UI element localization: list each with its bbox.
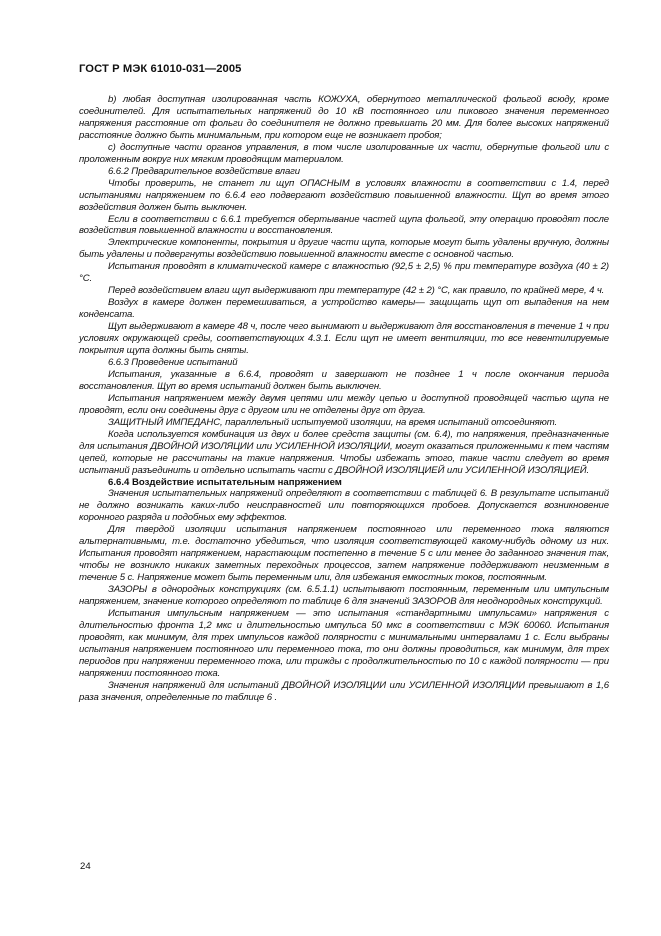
paragraph: Испытания, указанные в 6.6.4, проводят и завершают не позднее 1 ч после окончания периода восстановления. Щуп во время испытаний должен быть выключен. — [79, 368, 609, 392]
section-heading: 6.6.3 Проведение испытаний — [108, 356, 238, 368]
page-number: 24 — [80, 861, 91, 872]
paragraph: Электрические компоненты, покрытия и другие части щупа, которые могут быть удалены вручную, должны быть удалены и подвергнуты воздействию повышенной влажности вместе с основной частью. — [79, 237, 609, 261]
paragraph: Значения напряжений для испытаний ДВОЙНОЙ ИЗОЛЯЦИИ или УСИЛЕННОЙ ИЗОЛЯЦИИ превышают в 1,6 раза значения, определенные по таблице 6 . — [79, 679, 609, 703]
paragraph: Для твердой изоляции испытания напряжением постоянного или переменного тока являются альтернативными, т.е. достаточно убедиться, что изоляция соответствующей какому-нибудь одному из них. Испытания проводят напряжением, нарастающим постепенно в течение 5 с или менее до заданного значения так, чтобы не возникло никаких заметных переходных процессов, затем напряжение поддерживают неизменным в течение 5 с. Напряжение может быть переменным или, для избежания емкостных токов, постоянным. — [79, 524, 609, 584]
paragraph: Если в соответствии с 6.6.1 требуется обертывание частей щупа фольгой, эту операцию проводят после воздействия повышенной влажности и восстановления. — [79, 213, 609, 237]
paragraph: Когда используется комбинация из двух и более средств защиты (см. 6.4), то напряжения, предназначенные для испытания ДВОЙНОЙ ИЗОЛЯЦИИ или УСИЛЕННОЙ ИЗОЛЯЦИИ, могут оказаться приложенными к тем частям цепей, которые не рассчитаны на такие напряжения. Чтобы избежать этого, такие части следует во время испытаний разъединить и отдельно испытать части с ДВОЙНОЙ ИЗОЛЯЦИЕЙ или УСИЛЕННОЙ ИЗОЛЯЦИЕЙ. — [79, 428, 609, 476]
paragraph: Значения испытательных напряжений определяют в соответствии с таблицей 6. В результате испытаний не должно возникать каких-либо неисправностей или повторяющихся пробоев. Допускается возникновение коронного разряда и подобных ему эффектов. — [79, 488, 609, 524]
paragraph: с) доступные части органов управления, в том числе изолированные их части, обернутые фольгой или с проложенным вокруг них мягким проводящим материалом. — [79, 141, 609, 165]
paragraph: Испытания импульсным напряжением — это испытания «стандартными импульсами» напряжения с длительностью фронта 1,2 мкс и длительностью импульса 50 мкс в соответствии с МЭК 60060. Испытания проводят, как минимум, для трех импульсов каждой полярности с минимальными интервалами 1 с. Если выбраны испытания напряжением постоянного или переменного тока, то они должны проводиться, как минимум, для трех периодов при напряжении переменного тока, или трижды с продолжительностью по 10 с каждой полярности — при напряжении постоянного тока. — [79, 607, 609, 679]
section-heading: 6.6.2 Предварительное воздействие влаги — [108, 165, 301, 177]
paragraph: ЗАЩИТНЫЙ ИМПЕДАНС, параллельный испытуемой изоляции, на время испытаний отсоединяют. — [108, 416, 558, 428]
paragraph: b) любая доступная изолированная часть КОЖУХА, обернутого металлической фольгой всюду, кроме соединителей. Для испытательных напряжений до 10 кВ постоянного или пикового значения переменного напряжения расстояние от фольги до соединителя не должно превышать 20 мм. Для более высоких напряжений расстояние должно быть минимальным, при котором еще не возникает пробоя; — [79, 94, 609, 141]
paragraph: Чтобы проверить, не станет ли щуп ОПАСНЫМ в условиях влажности в соответствии с 1.4, перед испытаниями напряжением по 6.6.4 его подвергают воздействию повышенной влажности. Щуп во время этого воздействия должен быть выключен. — [79, 177, 609, 213]
page-header: ГОСТ Р МЭК 61010-031—2005 — [79, 63, 242, 75]
paragraph: Испытания напряжением между двумя цепями или между цепью и доступной проводящей частью щупа не проводят, если они соединены друг с другом или не отделены друг от друга. — [79, 392, 609, 416]
section-heading-bold: 6.6.4 Воздействие испытательным напряжением — [108, 476, 342, 488]
paragraph: Воздух в камере должен перемешиваться, а устройство камеры— защищать щуп от выпадения на нем конденсата. — [79, 297, 609, 321]
paragraph: Перед воздействием влаги щуп выдерживают при температуре (42 ± 2) °С, как правило, по крайней мере, 4 ч. — [108, 285, 605, 297]
document-body — [79, 94, 609, 704]
paragraph: ЗАЗОРЫ в однородных конструкциях (см. 6.5.1.1) испытывают постоянным, переменным или импульсным напряжением, значение которого определяют по таблице 6 для значений ЗАЗОРОВ для неоднородных конструкций. — [79, 584, 609, 608]
paragraph: Щуп выдерживают в камере 48 ч, после чего вынимают и выдерживают для восстановления в течение 1 ч при условиях окружающей среды, соответствующих 4.3.1. Если щуп не имеет вентиляции, то все невентилируемые покрытия щупа должны быть сняты. — [79, 321, 609, 357]
paragraph: Испытания проводят в климатической камере с влажностью (92,5 ± 2,5) % при температуре воздуха (40 ± 2) °С. — [79, 261, 609, 285]
